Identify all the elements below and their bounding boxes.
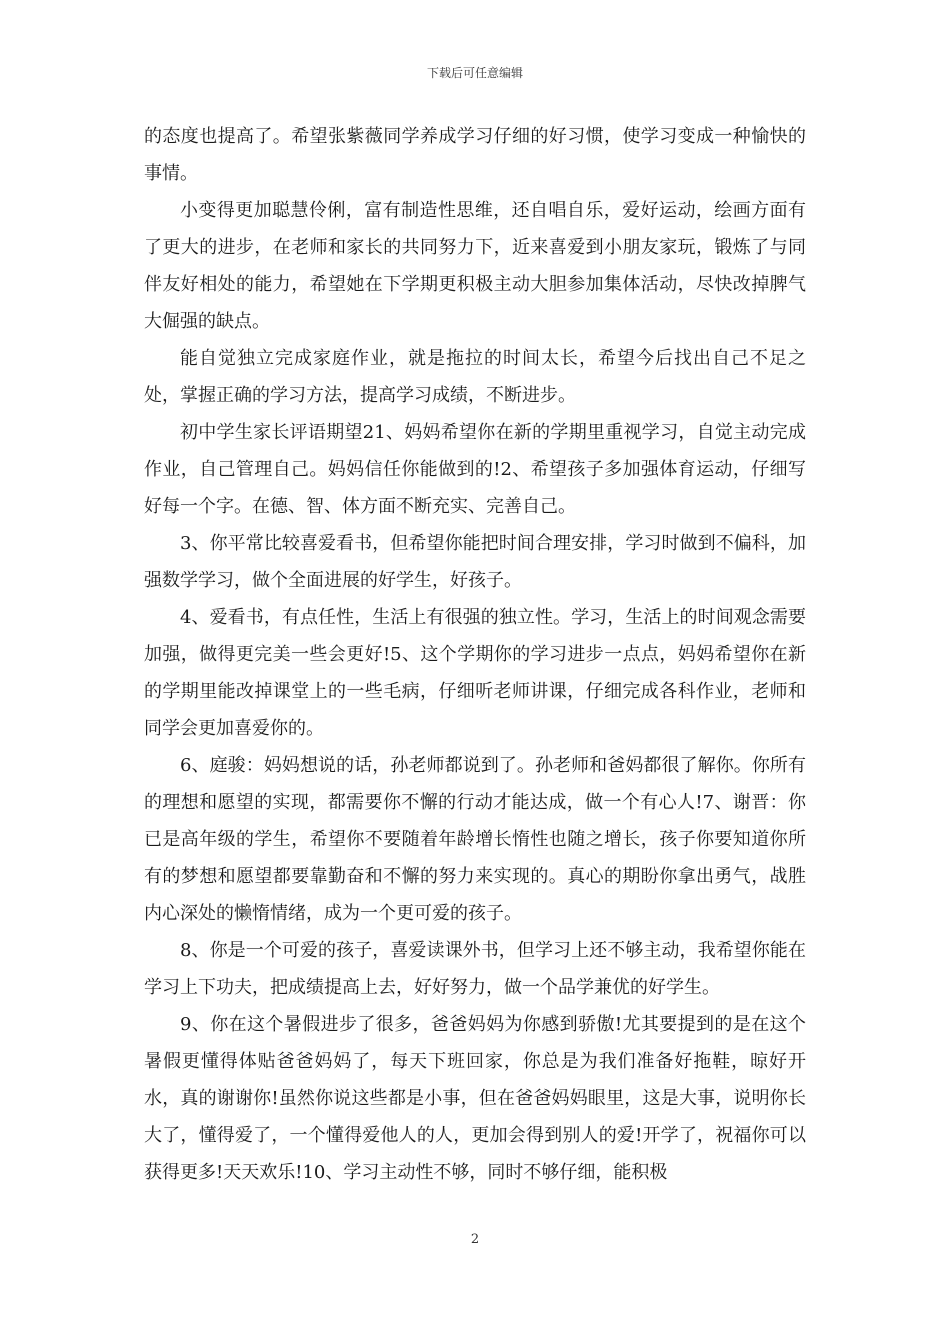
paragraph: 3、你平常比较喜爱看书，但希望你能把时间合理安排，学习时做到不偏科，加强数学学习，做个全面进展的好学生，好孩子。 (144, 533, 806, 591)
page-number: 2 (470, 1232, 480, 1247)
paragraph: 4、爱看书，有点任性，生活上有很强的独立性。学习，生活上的时间观念需要加强，做得更完美一些会更好!5、这个学期你的学习进步一点点，妈妈希望你在新的学期里能改掉课堂上的一些毛病，仔细听老师讲课，仔细完成各科作业，老师和同学会更加喜爱你的。 (144, 607, 806, 739)
paragraph: 9、你在这个暑假进步了很多，爸爸妈妈为你感到骄傲!尤其要提到的是在这个暑假更懂得体贴爸爸妈妈了，每天下班回家，你总是为我们准备好拖鞋，晾好开水，真的谢谢你!虽然你说这些都是小事，但在爸爸妈妈眼里，这是大事，说明你长大了，懂得爱了，一个懂得爱他人的人，更加会得到别人的爱!开学了，祝福你可以获得更多!天天欢乐!10、学习主动性不够，同时不够仔细，能积极 (144, 1014, 806, 1183)
document-body (144, 118, 806, 1191)
paragraph: 6、庭骏：妈妈想说的话，孙老师都说到了。孙老师和爸妈都很了解你。你所有的理想和愿望的实现，都需要你不懈的行动才能达成，做一个有心人!7、谢晋：你已是高年级的学生，希望你不要随着年龄增长惰性也随之增长，孩子你要知道你所有的梦想和愿望都要靠勤奋和不懈的努力来实现的。真心的期盼你拿出勇气，战胜内心深处的懒惰情绪，成为一个更可爱的孩子。 (144, 755, 806, 924)
paragraph: 小变得更加聪慧伶俐，富有制造性思维，还自唱自乐，爱好运动，绘画方面有了更大的进步，在老师和家长的共同努力下，近来喜爱到小朋友家玩，锻炼了与同伴友好相处的能力，希望她在下学期更积极主动大胆参加集体活动，尽快改掉脾气大倔强的缺点。 (144, 200, 806, 332)
paragraph: 8、你是一个可爱的孩子，喜爱读课外书，但学习上还不够主动，我希望你能在学习上下功夫，把成绩提高上去，好好努力，做一个品学兼优的好学生。 (144, 940, 806, 998)
paragraph: 的态度也提高了。希望张紫薇同学养成学习仔细的好习惯，使学习变成一种愉快的事情。 (144, 126, 806, 184)
paragraph: 能自觉独立完成家庭作业，就是拖拉的时间太长，希望今后找出自己不足之处，掌握正确的学习方法，提高学习成绩，不断进步。 (144, 348, 806, 406)
paragraph: 初中学生家长评语期望21、妈妈希望你在新的学期里重视学习，自觉主动完成作业，自己管理自己。妈妈信任你能做到的!2、希望孩子多加强体育运动，仔细写好每一个字。在德、智、体方面不断充实、完善自己。 (144, 422, 806, 517)
page-header: 下载后可任意编辑 (426, 66, 523, 80)
